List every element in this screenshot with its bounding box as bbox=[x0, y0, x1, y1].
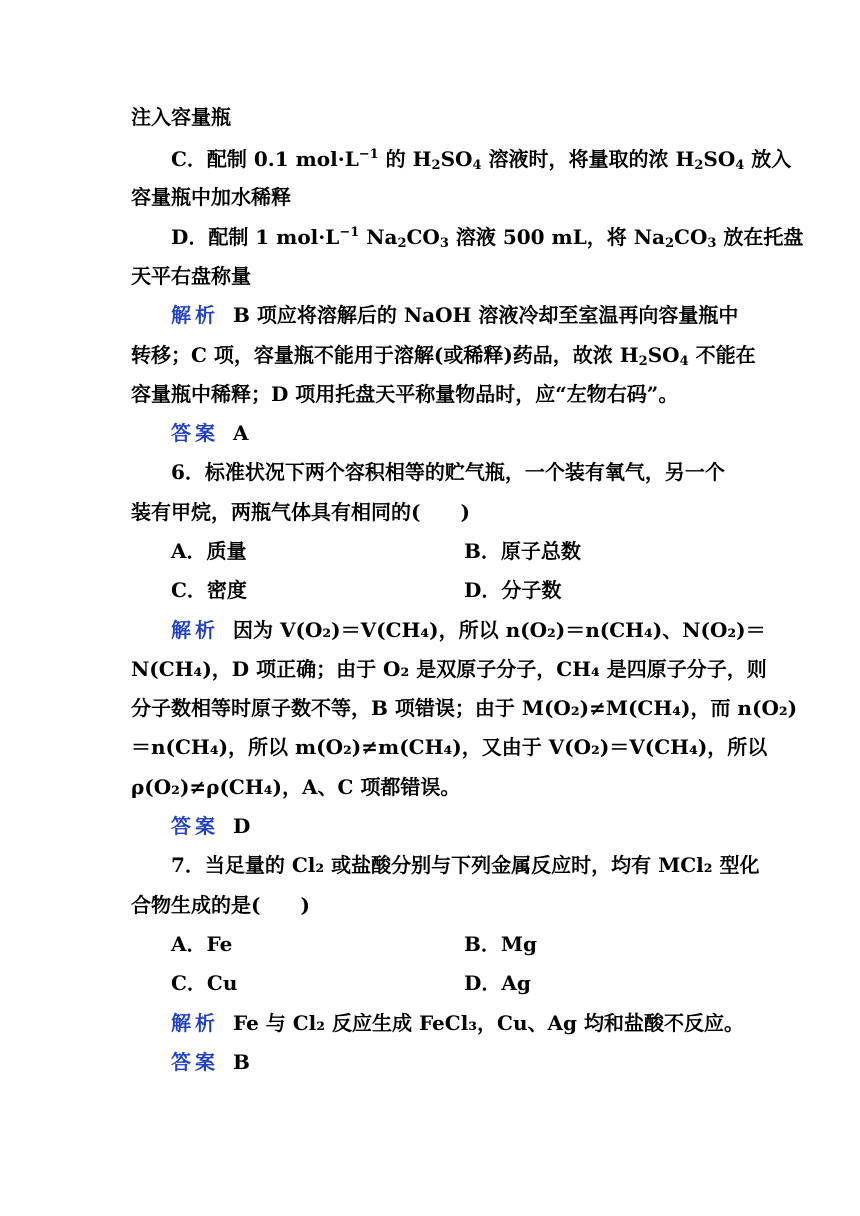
text: 溶液时，将量取的浓 H bbox=[481, 147, 695, 171]
text-line: 装有甲烷，两瓶气体具有相同的( ) bbox=[131, 500, 470, 524]
option-d: D．Ag bbox=[464, 971, 531, 995]
text: C．配制 0.1 mol·L bbox=[171, 147, 359, 171]
subscript: 2 bbox=[397, 236, 407, 251]
answer-label: 答案 bbox=[171, 1050, 219, 1074]
option-b: B．Mg bbox=[464, 932, 538, 956]
subscript: 2 bbox=[694, 158, 704, 173]
question-6-stem: 6．标准状况下两个容积相等的贮气瓶，一个装有氧气，另一个 bbox=[171, 460, 725, 484]
superscript: −1 bbox=[339, 225, 360, 240]
option-a: A．Fe bbox=[171, 932, 233, 956]
option-a: A．质量 bbox=[171, 539, 247, 563]
explanation-line bbox=[171, 1011, 744, 1035]
text: 溶液 500 mL，将 Na bbox=[448, 225, 665, 249]
text: CO bbox=[406, 225, 440, 249]
subscript: 2 bbox=[664, 236, 675, 251]
text: Na bbox=[359, 225, 398, 249]
text: SO bbox=[440, 147, 473, 171]
question-7-stem: 7．当足量的 Cl₂ 或盐酸分别与下列金属反应时，均有 MCl₂ 型化 bbox=[171, 853, 760, 877]
subscript: 2 bbox=[431, 158, 441, 173]
subscript: 4 bbox=[679, 354, 689, 369]
text: CO bbox=[674, 225, 708, 249]
subscript: 4 bbox=[735, 158, 745, 173]
text: D．配制 1 mol·L bbox=[171, 225, 340, 249]
text-line: 容量瓶中加水稀释 bbox=[131, 185, 291, 209]
text: 因为 V(O₂)＝V(CH₄)，所以 n(O₂)＝n(CH₄)、N(O₂)＝ bbox=[233, 618, 766, 642]
option-b: B．原子总数 bbox=[464, 539, 581, 563]
option-c-line bbox=[171, 147, 791, 171]
text: 不能在 bbox=[688, 343, 756, 367]
answer-label: 答案 bbox=[171, 814, 219, 838]
explanation-line bbox=[171, 618, 766, 642]
answer-line bbox=[171, 814, 250, 838]
option-d-line bbox=[171, 225, 803, 249]
option-c: C．Cu bbox=[171, 971, 238, 995]
answer-line bbox=[171, 1050, 250, 1074]
text: B 项应将溶解后的 NaOH 溶液冷却至室温再向容量瓶中 bbox=[233, 303, 739, 327]
option-d: D．分子数 bbox=[464, 578, 562, 602]
answer-label: 答案 bbox=[171, 421, 219, 445]
answer-line bbox=[171, 421, 249, 445]
jiexi-label: 解析 bbox=[171, 1011, 219, 1035]
text: SO bbox=[647, 343, 680, 367]
text-line: ＝n(CH₄)，所以 m(O₂)≠m(CH₄)，又由于 V(O₂)＝V(CH₄)，所以 bbox=[131, 735, 768, 759]
text-line: 分子数相等时原子数不等，B 项错误；由于 M(O₂)≠M(CH₄)，而 n(O₂) bbox=[131, 696, 798, 720]
text-line: 天平右盘称量 bbox=[131, 264, 251, 288]
answer-value: D bbox=[233, 814, 251, 838]
text: 放在托盘 bbox=[716, 225, 804, 249]
text-line: 合物生成的是( ) bbox=[131, 893, 310, 917]
answer-value: B bbox=[233, 1050, 250, 1074]
text: Fe 与 Cl₂ 反应生成 FeCl₃，Cu、Ag 均和盐酸不反应。 bbox=[233, 1011, 744, 1035]
text-line: ρ(O₂)≠ρ(CH₄)，A、C 项都错误。 bbox=[131, 775, 461, 799]
text-line: N(CH₄)，D 项正确；由于 O₂ 是双原子分子，CH₄ 是四原子分子，则 bbox=[131, 657, 767, 681]
subscript: 3 bbox=[439, 236, 449, 251]
text-line: 注入容量瓶 bbox=[131, 105, 231, 129]
answer-value: A bbox=[233, 421, 249, 445]
explanation-line bbox=[171, 303, 738, 327]
superscript: −1 bbox=[358, 147, 379, 162]
text-line bbox=[131, 343, 756, 367]
text: SO bbox=[703, 147, 736, 171]
jiexi-label: 解析 bbox=[171, 303, 219, 327]
jiexi-label: 解析 bbox=[171, 618, 219, 642]
option-c: C．密度 bbox=[171, 578, 247, 602]
text-line: 容量瓶中稀释；D 项用托盘天平称量物品时，应“左物右码”。 bbox=[131, 382, 679, 406]
text: 的 H bbox=[378, 147, 432, 171]
text: 放入 bbox=[744, 147, 792, 171]
subscript: 4 bbox=[472, 158, 482, 173]
text: 转移；C 项，容量瓶不能用于溶解(或稀释)药品，故浓 H bbox=[131, 343, 639, 367]
subscript: 2 bbox=[638, 354, 648, 369]
subscript: 3 bbox=[707, 236, 717, 251]
